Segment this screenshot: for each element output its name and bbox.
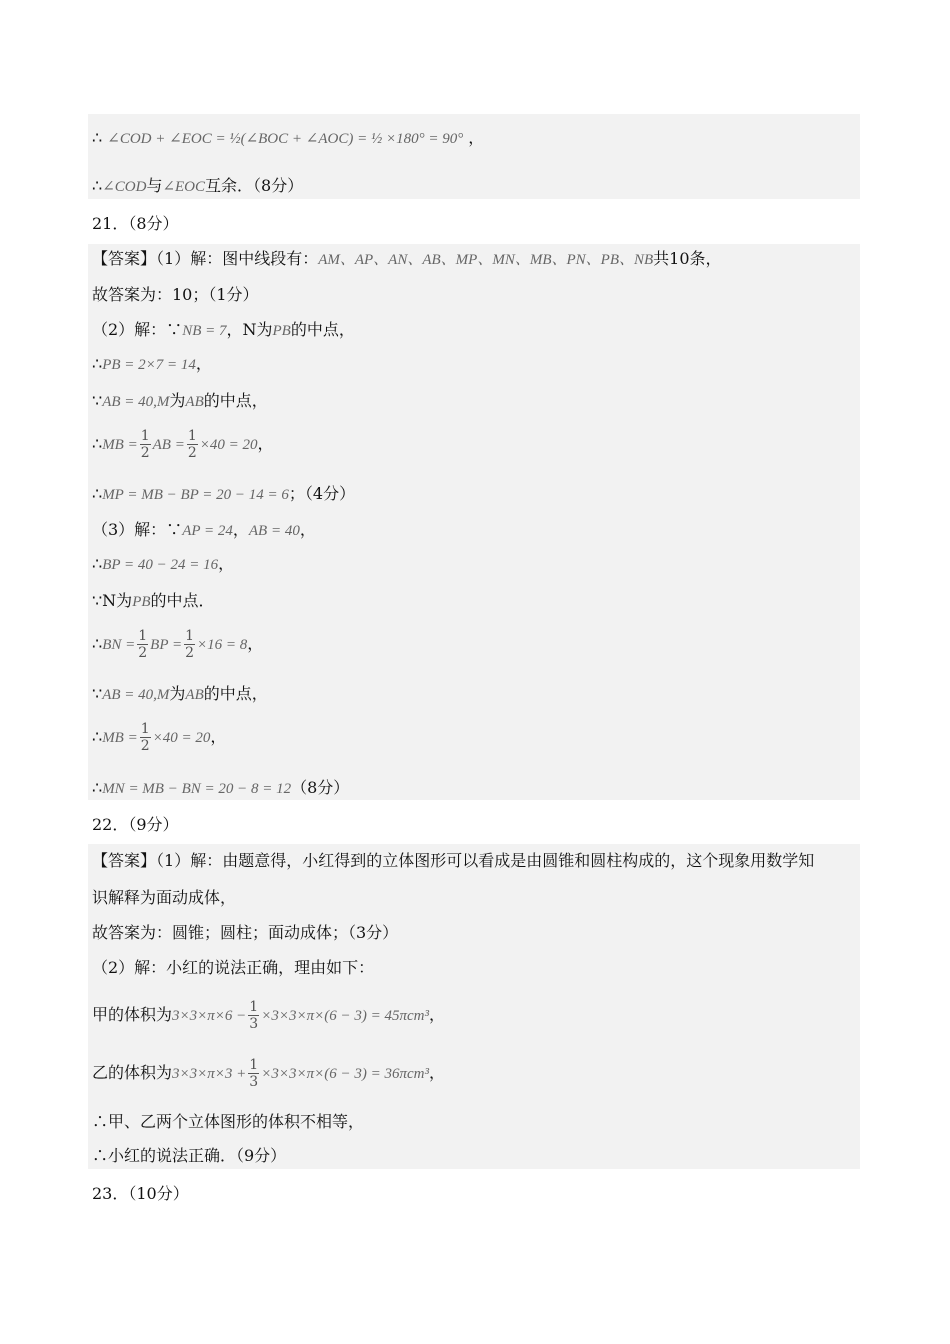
math: AB =: [152, 437, 185, 453]
math: PB: [272, 323, 291, 339]
math-angle-eoc: ∠EOC: [162, 179, 206, 195]
text: ，: [195, 354, 212, 373]
answer-label: 【答案】: [92, 851, 157, 870]
numerator: 1: [138, 628, 148, 644]
question-21-header: 21．（8分）: [92, 214, 179, 233]
math: MB =: [102, 437, 138, 453]
numerator: 1: [187, 428, 197, 444]
math: AB: [185, 687, 204, 703]
math: BN =: [102, 637, 136, 653]
text: （1）解：图中线段有：: [156, 249, 319, 268]
math: PB: [132, 594, 151, 610]
q21-line-13: [92, 717, 226, 758]
text: 为: [169, 684, 186, 703]
fraction-half: [137, 628, 148, 661]
denominator: 3: [249, 1074, 259, 1090]
text: 乙的体积为: [92, 1063, 173, 1082]
math: BP =: [150, 637, 183, 653]
fraction-half: [140, 721, 151, 754]
text: ，: [210, 727, 227, 746]
denominator: 2: [138, 645, 148, 661]
text: （8分）: [291, 778, 350, 797]
math: ×3×3×π×(6 − 3) = 36πcm³: [261, 1066, 429, 1082]
question-23-header: 23．（10分）: [92, 1184, 189, 1203]
denominator: 2: [187, 445, 197, 461]
denominator: 2: [185, 645, 195, 661]
numerator: 1: [140, 721, 150, 737]
math: MP = MB − BP = 20 − 14 = 6: [102, 487, 289, 503]
math: 3×3×π×3 +: [172, 1066, 247, 1082]
therefore-symbol: ∴: [92, 176, 103, 195]
q21-line-8: [92, 520, 316, 541]
q22-line-2: 识解释为面动成体，: [92, 888, 237, 907]
math: AB = 40,M: [102, 687, 170, 703]
math: MN = MB − BN = 20 − 8 = 12: [102, 781, 292, 797]
answer-label: 【答案】: [92, 249, 157, 268]
text: ∵N为: [92, 591, 133, 610]
q22-line-3: 故答案为：圆锥；圆柱；面动成体；（3分）: [92, 923, 399, 942]
fraction-half: [140, 428, 151, 461]
math: AB: [185, 394, 204, 410]
because-symbol: ∵: [92, 391, 103, 410]
math: ×16 = 8: [197, 637, 248, 653]
q22-line-7: ∴甲、乙两个立体图形的体积不相等，: [92, 1112, 365, 1131]
q21-line-9: [92, 554, 234, 575]
text: 与: [146, 176, 163, 195]
math-expression: ∠COD + ∠EOC = ½(∠BOC + ∠AOC) = ½ ×180° = 90°: [107, 131, 464, 147]
math: AB = 40,M: [102, 394, 170, 410]
q21-line-4: [92, 354, 212, 375]
math: 3×3×π×6 −: [172, 1008, 247, 1024]
q22-line-6: [92, 1053, 445, 1094]
therefore-symbol: ∴: [92, 634, 103, 653]
q22-line-5: [92, 995, 445, 1036]
text: 的中点，: [203, 391, 268, 410]
math: ×3×3×π×(6 − 3) = 45πcm³: [261, 1008, 429, 1024]
text: ，: [428, 1063, 445, 1082]
numerator: 1: [249, 1057, 259, 1073]
therefore-symbol: ∴: [92, 484, 103, 503]
therefore-symbol: ∴: [92, 354, 103, 373]
numerator: 1: [185, 628, 195, 644]
text: ，: [247, 634, 264, 653]
denominator: 2: [140, 738, 150, 754]
math-segments: AM、AP、AN、AB、MP、MN、MB、PN、PB、NB: [318, 252, 654, 268]
text: 甲的体积为: [92, 1005, 173, 1024]
q21-line-7: [92, 484, 355, 505]
q21-line-11: [92, 624, 263, 665]
text: 的中点．: [150, 591, 215, 610]
math: BP = 40 − 24 = 16: [102, 557, 219, 573]
text: ，: [257, 434, 274, 453]
punct: ，: [468, 128, 485, 147]
math: ×40 = 20: [152, 730, 211, 746]
text: 的中点，: [290, 320, 355, 339]
q22-line-4: （2）解：小红的说法正确，理由如下：: [92, 958, 375, 977]
math: NB = 7: [182, 323, 227, 339]
text: （2）解：∵: [92, 320, 183, 339]
fraction-half: [184, 628, 195, 661]
q21-line-14: [92, 778, 349, 799]
fraction-third: [248, 1057, 259, 1090]
question-22-header: 22．（9分）: [92, 815, 179, 834]
text: （1）解：由题意得，小红得到的立体图形可以看成是由圆锥和圆柱构成的，这个现象用数学知: [156, 851, 815, 870]
numerator: 1: [249, 999, 259, 1015]
therefore-symbol: ∴: [92, 727, 103, 746]
therefore-symbol: ∴: [92, 434, 103, 453]
fraction-third: [248, 999, 259, 1032]
q21-line-3: [92, 320, 355, 341]
math: MB =: [102, 730, 138, 746]
text: ，N为: [226, 320, 273, 339]
therefore-symbol: ∴: [92, 554, 103, 573]
q21-line-1: [92, 249, 722, 270]
q21-line-6: [92, 424, 274, 465]
line-complementary: [92, 176, 303, 197]
therefore-symbol: ∴: [92, 128, 103, 147]
line-cod-eoc-sum: [92, 128, 484, 149]
text: ；（4分）: [288, 484, 356, 503]
q22-line-1: [92, 851, 814, 871]
math: AB = 40: [248, 523, 300, 539]
denominator: 2: [140, 445, 150, 461]
numerator: 1: [140, 428, 150, 444]
text: ，: [218, 554, 235, 573]
q22-line-8: ∴小红的说法正确．（9分）: [92, 1146, 287, 1165]
text: 的中点，: [203, 684, 268, 703]
math: PB = 2×7 = 14: [102, 357, 196, 373]
because-symbol: ∵: [92, 684, 103, 703]
q21-line-10: [92, 591, 215, 612]
text: 为: [169, 391, 186, 410]
text: ，: [232, 520, 249, 539]
fraction-half: [187, 428, 198, 461]
q21-line-2: 故答案为：10；（1分）: [92, 285, 259, 304]
therefore-symbol: ∴: [92, 778, 103, 797]
text: 共10条，: [653, 249, 722, 268]
text: ，: [428, 1005, 445, 1024]
math: AP = 24: [182, 523, 233, 539]
text: （3）解：∵: [92, 520, 183, 539]
math: ×40 = 20: [199, 437, 258, 453]
text: ，: [299, 520, 316, 539]
math-angle-cod: ∠COD: [102, 179, 147, 195]
q21-line-5: [92, 391, 268, 412]
text: 互余．（8分）: [205, 176, 304, 195]
denominator: 3: [249, 1016, 259, 1032]
q21-line-12: [92, 684, 268, 705]
